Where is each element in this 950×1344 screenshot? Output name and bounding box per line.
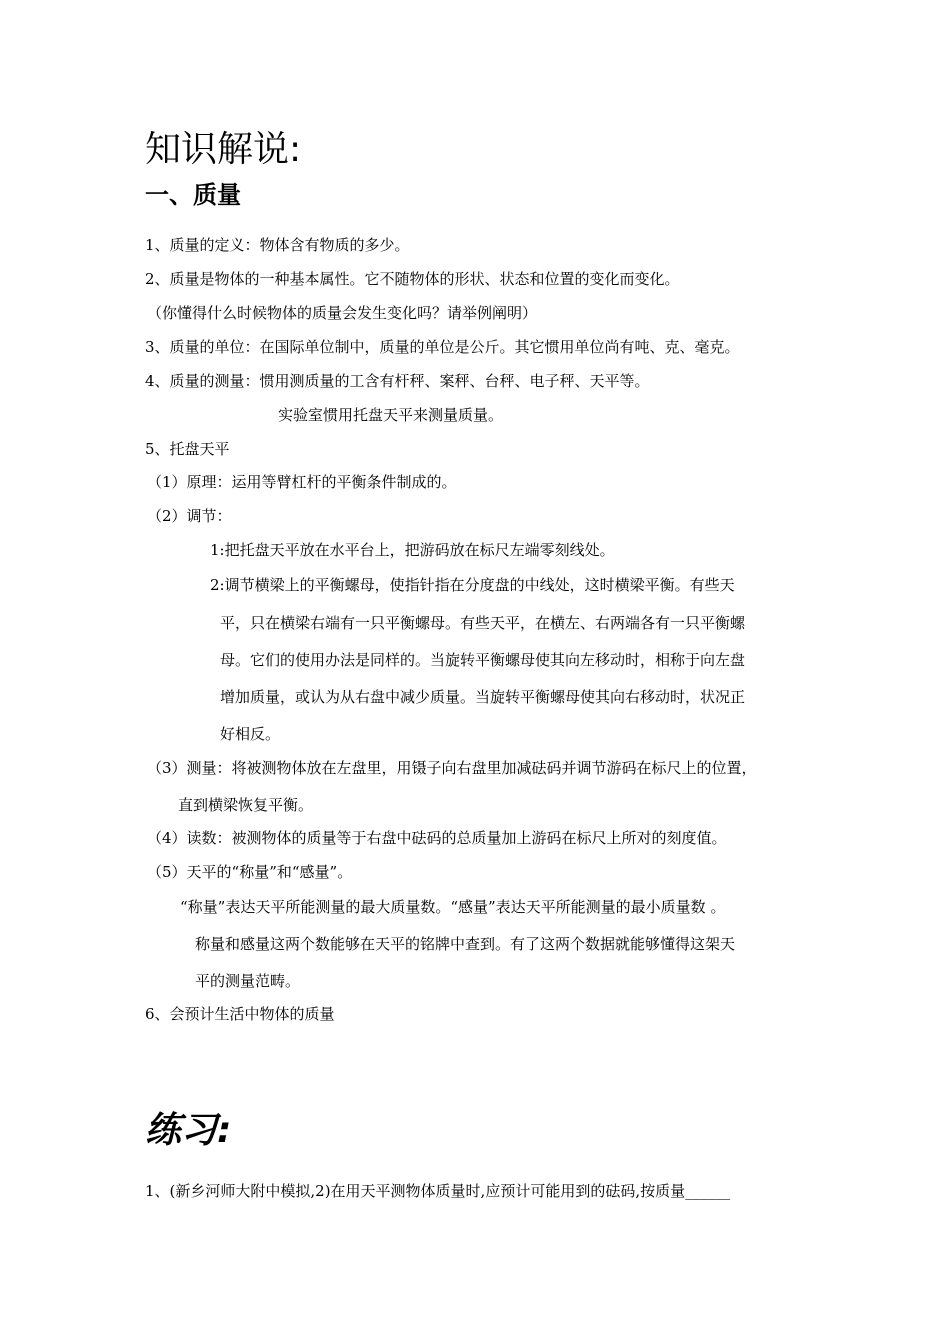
text-line: （2）调节： bbox=[147, 507, 232, 525]
text-line: 2、质量是物体的一种基本属性。它不随物体的形状、状态和位置的变化而变化。 bbox=[145, 270, 680, 288]
practice-question: 1、(新乡河师大附中模拟,2)在用天平测物体质量时,应预计可能用到的砝码,按质量______ bbox=[145, 1182, 731, 1200]
practice-heading: 练习: bbox=[145, 1110, 232, 1151]
page-heading: 知识解说: bbox=[145, 129, 302, 170]
text-line: （3）测量：将被测物体放在左盘里，用镊子向右盘里加减砝码并调节游码在标尺上的位置， bbox=[147, 759, 757, 777]
text-line: （5）天平的“称量”和“感量”。 bbox=[147, 863, 353, 881]
text-line: 6、会预计生活中物体的质量 bbox=[145, 1005, 335, 1023]
text-line: 5、托盘天平 bbox=[145, 440, 230, 458]
text-line: 1:把托盘天平放在水平台上，把游码放在标尺左端零刻线处。 bbox=[210, 541, 615, 559]
text-line: 4、质量的测量：惯用测质量的工含有杆秤、案秤、台秤、电子秤、天平等。 bbox=[145, 372, 650, 390]
text-line: 实验室惯用托盘天平来测量质量。 bbox=[278, 406, 504, 424]
text-line: 称量和感量这两个数能够在天平的铭牌中查到。有了这两个数据就能够懂得这架天 bbox=[195, 935, 736, 953]
text-line: 平，只在横梁右端有一只平衡螺母。有些天平，在横左、右两端各有一只平衡螺 bbox=[220, 614, 746, 632]
text-line: 增加质量，或认为从右盘中减少质量。当旋转平衡螺母使其向右移动时，状况正 bbox=[220, 688, 746, 706]
text-line: “称量”表达天平所能测量的最大质量数。“感量”表达天平所能测量的最小质量数 。 bbox=[180, 898, 726, 916]
text-line: （1）原理：运用等臂杠杆的平衡条件制成的。 bbox=[147, 473, 457, 491]
text-line: 平的测量范畴。 bbox=[195, 972, 301, 990]
text-line: 3、质量的单位：在国际单位制中，质量的单位是公斤。其它惯用单位尚有吨、克、毫克。 bbox=[145, 338, 740, 356]
text-line: 母。它们的使用办法是同样的。当旋转平衡螺母使其向左移动时，相称于向左盘 bbox=[220, 651, 746, 669]
text-line: （4）读数：被测物体的质量等于右盘中砝码的总质量加上游码在标尺上所对的刻度值。 bbox=[147, 829, 727, 847]
text-line: （你懂得什么时候物体的质量会发生变化吗？请举例阐明） bbox=[147, 304, 538, 322]
text-line: 2:调节横梁上的平衡螺母，使指针指在分度盘的中线处，这时横梁平衡。有些天 bbox=[210, 576, 735, 594]
text-line: 好相反。 bbox=[220, 725, 281, 743]
section-title: 一、质量 bbox=[145, 181, 241, 209]
text-line: 1、质量的定义：物体含有物质的多少。 bbox=[145, 236, 410, 254]
text-line: 直到横梁恢复平衡。 bbox=[178, 796, 314, 814]
